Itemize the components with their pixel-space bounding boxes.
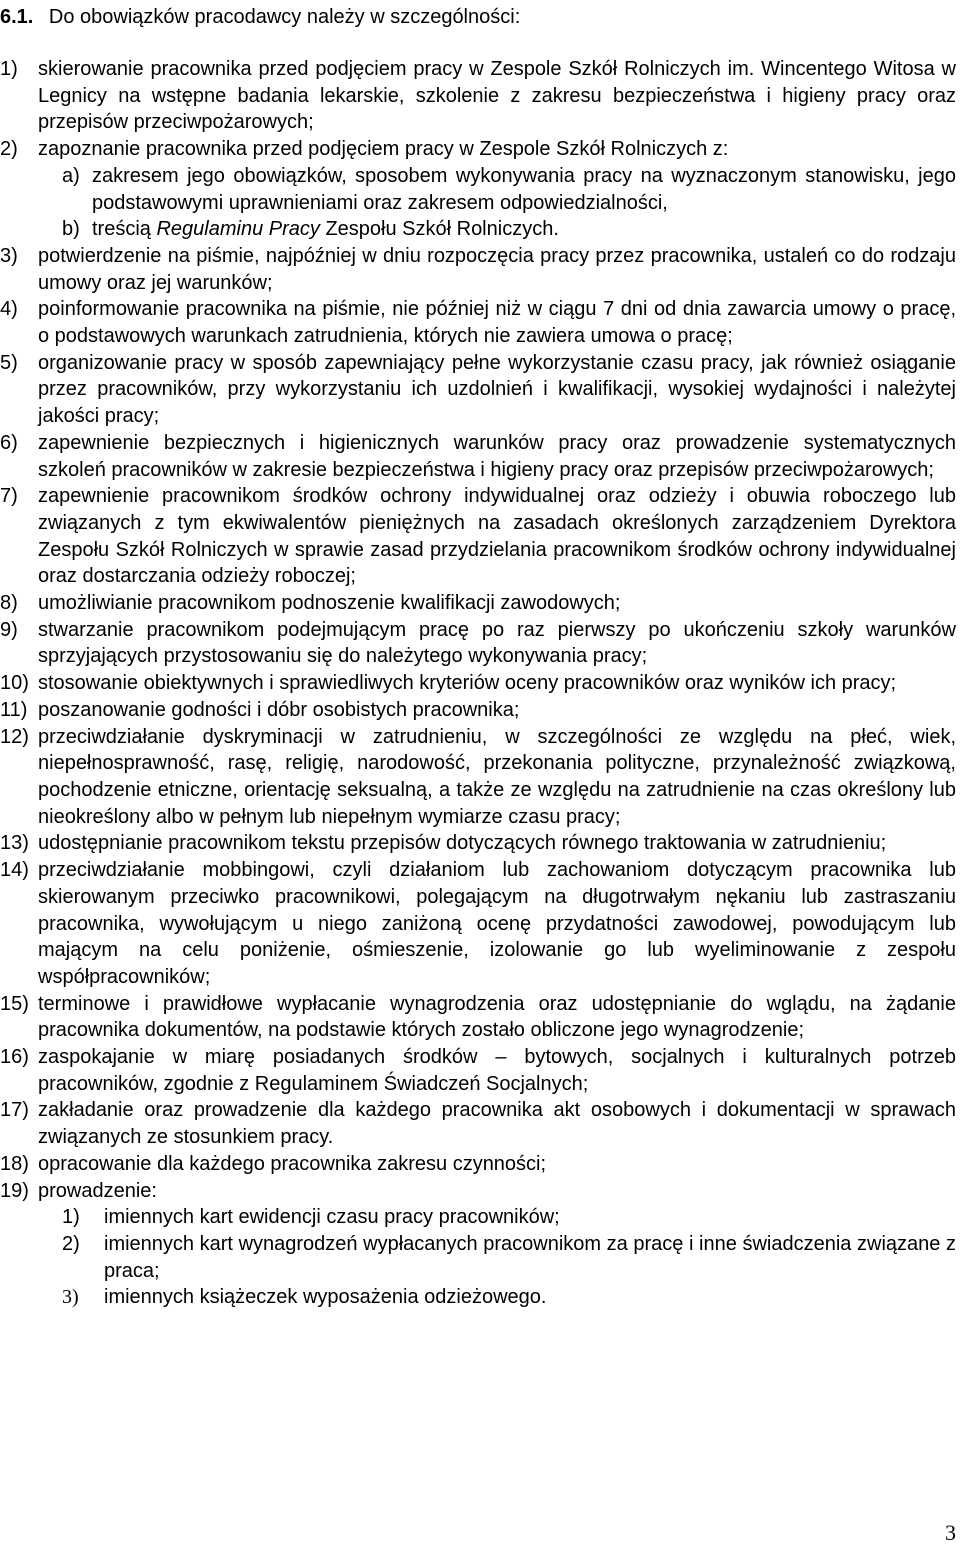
item-text: przeciwdziałanie mobbingowi, czyli działaniom lub zachowaniom dotyczącym pracownika lub skierowanym przeciwko pracownikowi, polegającym na długotrwałym nękaniu lub zastraszaniu pracownika, wywołującym u niego zaniżoną ocenę przydatności zawodowej, powodującym lub mającym na celu poniżenie, ośmieszenie, izolowanie go lub wyeliminowanie z zespołu współpracowników; xyxy=(38,859,956,988)
sub-item-text: imiennych kart wynagrodzeń wypłacanych pracownikom za pracę i inne świadczenia związane z praca; xyxy=(104,1232,956,1282)
sub-item xyxy=(0,1284,956,1311)
list-item xyxy=(0,1044,956,1097)
list-item xyxy=(0,1097,956,1150)
item-text: potwierdzenie na piśmie, najpóźniej w dniu rozpoczęcia pracy przez pracownika, ustaleń co do rodzaju umowy oraz jej warunków; xyxy=(38,244,956,294)
sub-item-number: 3) xyxy=(62,1286,79,1309)
list-item xyxy=(0,857,956,991)
sub-item-text-pre: treścią xyxy=(92,218,157,241)
list-item xyxy=(0,56,956,136)
item-number: 3) xyxy=(0,244,18,267)
list-item xyxy=(0,830,956,857)
list-item xyxy=(0,1178,956,1205)
item-number: 1) xyxy=(0,58,18,80)
item-text: zaspokajanie w miarę posiadanych środków – bytowych, socjalnych i kulturalnych potrzeb pracowników, zgodnie z Regulaminem Świadczeń Socjalnych; xyxy=(38,1046,956,1095)
item-text: poszanowanie godności i dóbr osobistych pracownika; xyxy=(38,698,520,721)
sub-item xyxy=(0,216,956,243)
sub-item-text: imiennych książeczek wyposażenia odzieżowego. xyxy=(104,1286,547,1309)
regulation-title: Regulaminu Pracy xyxy=(156,218,320,241)
item-number: 11) xyxy=(0,698,28,721)
list-item xyxy=(0,350,956,430)
list-item xyxy=(0,483,956,590)
list-item xyxy=(0,697,956,724)
item-number: 5) xyxy=(0,351,18,374)
sub-item-text-post: Zespołu Szkół Rolniczych. xyxy=(319,218,559,241)
list-item xyxy=(0,243,956,296)
item-number: 7) xyxy=(0,485,18,508)
item-text: poinformowanie pracownika na piśmie, nie później niż w ciągu 7 dni od dnia zawarcia umowy o pracę, o podstawowych warunkach zatrudnienia, których nie zawiera umowa o pracę; xyxy=(38,298,956,348)
item-text: terminowe i prawidłowe wypłacanie wynagrodzenia oraz udostępnianie do wglądu, na żądanie pracownika dokumentów, na podstawie których zostało obliczone jego wynagrodzenie; xyxy=(38,992,956,1042)
item-text: organizowanie pracy w sposób zapewniający pełne wykorzystanie czasu pracy, jak również osiąganie przez pracowników, przy wykorzystaniu ich uzdolnień i kwalifikacji, wysokiej wydajności i należytej jakości pracy; xyxy=(38,351,956,428)
list-item xyxy=(0,724,956,831)
item-number: 13) xyxy=(0,832,29,855)
sub-item-number: 1) xyxy=(62,1206,80,1229)
obligations-list xyxy=(0,56,956,1311)
sub-item xyxy=(0,163,956,216)
item-text: przeciwdziałanie dyskryminacji w zatrudnieniu, w szczególności ze względu na płeć, wiek, niepełnosprawność, rasę, religię, narodowość, przekonania polityczne, przynależność związkową, pochodzenie etniczne, orientację seksualną, a także ze względu na zatrudnienie na czas określony lub nieokreślony albo w pełnym lub niepełnym wymiarze czasu pracy; xyxy=(38,725,956,828)
sub-item xyxy=(0,1231,956,1284)
section-heading xyxy=(0,4,520,30)
section-number: 6.1. xyxy=(0,6,34,28)
sub-item-letter: a) xyxy=(62,164,80,187)
item-number: 10) xyxy=(0,672,29,695)
item-text: opracowanie dla każdego pracownika zakresu czynności; xyxy=(38,1152,547,1175)
item-number: 9) xyxy=(0,618,18,641)
list-item xyxy=(0,991,956,1044)
item-number: 18) xyxy=(0,1152,29,1175)
item-text: stosowanie obiektywnych i sprawiedliwych kryteriów oceny pracowników oraz wyników ich pracy; xyxy=(38,672,897,695)
item-text: udostępnianie pracownikom tekstu przepisów dotyczących równego traktowania w zatrudnieniu; xyxy=(38,832,887,855)
list-item xyxy=(0,136,956,163)
section-title: Do obowiązków pracodawcy należy w szczególności: xyxy=(48,6,521,28)
item-text: skierowanie pracownika przed podjęciem pracy w Zespole Szkół Rolniczych im. Wincentego Witosa w Legnicy na wstępne badania lekarskie, szkolenie z zakresu bezpieczeństwa i higieny pracy oraz przepisów przeciwpożarowych; xyxy=(38,58,956,134)
item-text: zapewnienie bezpiecznych i higienicznych warunków pracy oraz prowadzenie systematycznych szkoleń pracowników w zakresie bezpieczeństwa i higieny pracy oraz przepisów przeciwpożarowych; xyxy=(38,431,956,481)
sub-item-number: 2) xyxy=(62,1232,80,1255)
list-item xyxy=(0,296,956,349)
item-number: 14) xyxy=(0,859,29,882)
item-number: 17) xyxy=(0,1099,29,1122)
item-text: prowadzenie: xyxy=(38,1179,157,1202)
item-number: 8) xyxy=(0,592,18,615)
item-number: 16) xyxy=(0,1046,29,1069)
list-item xyxy=(0,590,956,617)
item-number: 15) xyxy=(0,992,29,1015)
item-number: 2) xyxy=(0,138,18,161)
item-number: 12) xyxy=(0,725,29,748)
item-text: zapoznanie pracownika przed podjęciem pracy w Zespole Szkół Rolniczych z: xyxy=(38,138,729,161)
item-number: 6) xyxy=(0,431,18,454)
item-text: zapewnienie pracownikom środków ochrony indywidualnej oraz odzieży i obuwia roboczego lub związanych z tym ekwiwalentów pieniężnych na zasadach określonych zarządzeniem Dyrektora Zespołu Szkół Rolniczych w sprawie zasad przydzielania pracownikom środków ochrony indywidualnej oraz dostarczania odzieży roboczej; xyxy=(38,485,956,588)
list-item xyxy=(0,670,956,697)
list-item xyxy=(0,617,956,670)
page-number: 3 xyxy=(945,1520,956,1545)
sub-item-text: zakresem jego obowiązków, sposobem wykonywania pracy na wyznaczonym stanowisku, jego podstawowymi uprawnieniami oraz zakresem odpowiedzialności, xyxy=(92,164,956,214)
sub-item-letter: b) xyxy=(62,218,80,241)
list-item xyxy=(0,430,956,483)
list-item xyxy=(0,1151,956,1178)
item-number: 19) xyxy=(0,1179,29,1202)
sub-item xyxy=(0,1204,956,1231)
item-text: stwarzanie pracownikom podejmującym pracę po raz pierwszy po ukończeniu szkoły warunków sprzyjających przystosowaniu się do należytego wykonywania pracy; xyxy=(38,618,956,668)
item-text: umożliwianie pracownikom podnoszenie kwalifikacji zawodowych; xyxy=(38,592,621,615)
sub-item-text: imiennych kart ewidencji czasu pracy pracowników; xyxy=(104,1206,560,1229)
item-text: zakładanie oraz prowadzenie dla każdego pracownika akt osobowych i dokumentacji w sprawach związanych ze stosunkiem pracy. xyxy=(38,1099,956,1149)
item-number: 4) xyxy=(0,298,18,321)
